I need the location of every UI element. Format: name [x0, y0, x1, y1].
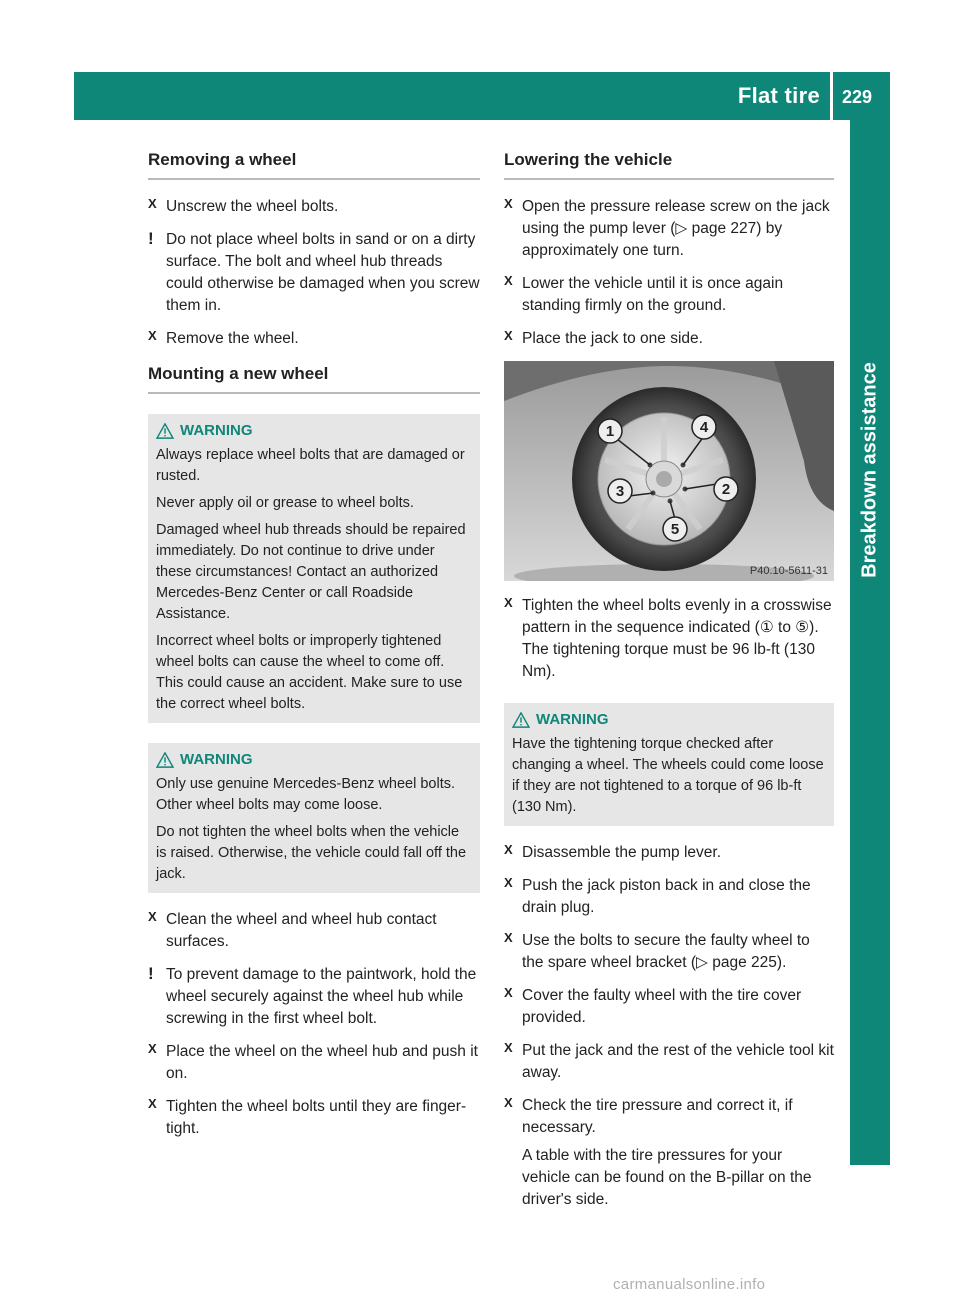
step-item	[504, 595, 834, 683]
step-text: Open the pressure release screw on the jack using the pump lever (▷ page 227) by approximately one turn.	[522, 198, 830, 259]
step-item	[504, 196, 834, 262]
warning-text: Incorrect wheel bolts or improperly tightened wheel bolts can cause the wheel to come off. This could cause an accident. Make sure to use the correct wheel bolts.	[156, 633, 463, 712]
step-text: Place the wheel on the wheel hub and push it on.	[166, 1043, 478, 1082]
step-item	[504, 985, 834, 1029]
step-text: Clean the wheel and wheel hub contact surfaces.	[166, 911, 437, 950]
x-step-icon: X	[148, 1096, 157, 1111]
step-text: Tighten the wheel bolts evenly in a crosswise pattern in the sequence indicated (① to ⑤). The tightening torque must be 96 lb-ft (130 Nm).	[522, 597, 832, 680]
x-step-icon: X	[148, 196, 157, 211]
warning-label: WARNING	[180, 751, 253, 768]
page-number: 229	[842, 87, 873, 107]
x-step-icon: X	[148, 909, 157, 924]
exclamation-icon: !	[148, 229, 154, 248]
wheel-illustration	[504, 361, 834, 581]
bolt-label-5: 5	[670, 521, 680, 538]
step-text: Place the jack to one side.	[522, 330, 703, 347]
bolt-label-3: 3	[615, 483, 625, 500]
step-item	[504, 875, 834, 919]
step-item	[504, 1040, 834, 1084]
warning-text: Have the tightening torque checked after changing a wheel. The wheels could come loose if they are not tightened to a torque of 96 lb-ft (130 Nm).	[512, 736, 824, 815]
warning-text: Always replace wheel bolts that are damaged or rusted.	[156, 447, 465, 484]
step-item	[148, 328, 480, 350]
step-text: Use the bolts to secure the faulty wheel to the spare wheel bracket (▷ page 225).	[522, 932, 810, 971]
warning-text: Only use genuine Mercedes-Benz wheel bolts. Other wheel bolts may come loose.	[156, 776, 456, 813]
x-step-icon: X	[504, 985, 513, 1000]
warning-box	[148, 414, 480, 723]
step-item	[504, 1095, 834, 1211]
step-item	[148, 1041, 480, 1085]
step-item	[148, 909, 480, 953]
footer-watermark-url[interactable]: carmanualsonline.info	[613, 1276, 766, 1293]
figure-caption: P40.10-5611-31	[749, 565, 828, 577]
step-item	[504, 842, 834, 864]
note-text: To prevent damage to the paintwork, hold the wheel securely against the wheel hub while screwing in the first wheel bolt.	[166, 966, 477, 1027]
x-step-icon: X	[504, 595, 513, 610]
section-label: Breakdown assistance	[858, 362, 881, 578]
step-text: Check the tire pressure and correct it, if necessary.	[522, 1097, 793, 1136]
step-text: Unscrew the wheel bolts.	[166, 198, 339, 215]
x-step-icon: X	[504, 1095, 513, 1110]
heading-removing-wheel: Removing a wheel	[148, 150, 480, 180]
warning-label: WARNING	[536, 711, 609, 728]
bolt-label-1: 1	[605, 423, 615, 440]
warning-text: Damaged wheel hub threads should be repaired immediately. Do not continue to drive under these circumstances! Contact an authorized Mercedes-Benz Center or call Roadside Assistance.	[156, 522, 466, 622]
step-item	[504, 930, 834, 974]
step-text: Disassemble the pump lever.	[522, 844, 722, 861]
left-column	[148, 150, 480, 1151]
warning-box	[504, 703, 834, 826]
warning-text: Never apply oil or grease to wheel bolts.	[156, 495, 414, 511]
wheel-bolt-figure	[504, 361, 834, 581]
warning-label: WARNING	[180, 422, 253, 439]
x-step-icon: X	[504, 1040, 513, 1055]
step-text: Tighten the wheel bolts until they are finger-tight.	[166, 1098, 467, 1137]
x-step-icon: X	[504, 328, 513, 343]
step-item	[504, 273, 834, 317]
right-column	[504, 150, 834, 1222]
x-step-icon: X	[148, 1041, 157, 1056]
x-step-icon: X	[504, 196, 513, 211]
step-text: Cover the faulty wheel with the tire cover provided.	[522, 987, 802, 1026]
side-tab-marker	[850, 885, 890, 940]
step-item	[148, 1096, 480, 1140]
x-step-icon: X	[504, 273, 513, 288]
step-item	[148, 196, 480, 218]
heading-lowering-vehicle: Lowering the vehicle	[504, 150, 834, 180]
step-text: Remove the wheel.	[166, 330, 299, 347]
x-step-icon: X	[148, 328, 157, 343]
step-text: Push the jack piston back in and close the drain plug.	[522, 877, 811, 916]
step-subtext: A table with the tire pressures for your vehicle can be found on the B-pillar on the driver's side.	[522, 1147, 812, 1208]
header-separator	[830, 72, 833, 120]
heading-mounting-wheel: Mounting a new wheel	[148, 364, 480, 394]
exclamation-icon: !	[148, 964, 154, 983]
step-text: Lower the vehicle until it is once again standing firmly on the ground.	[522, 275, 784, 314]
note-item	[148, 964, 480, 1030]
warning-triangle-icon	[512, 712, 530, 728]
warning-box	[148, 743, 480, 893]
x-step-icon: X	[504, 842, 513, 857]
x-step-icon: X	[504, 930, 513, 945]
warning-triangle-icon	[156, 423, 174, 439]
note-text: Do not place wheel bolts in sand or on a dirty surface. The bolt and wheel hub threads could otherwise be damaged when you screw them in.	[166, 231, 480, 314]
warning-triangle-icon	[156, 752, 174, 768]
page-title: Flat tire	[737, 83, 820, 108]
note-item	[148, 229, 480, 317]
step-item	[504, 328, 834, 350]
section-side-tab	[850, 120, 890, 1165]
step-text: Put the jack and the rest of the vehicle tool kit away.	[522, 1042, 834, 1081]
bolt-label-4: 4	[699, 419, 709, 436]
warning-text: Do not tighten the wheel bolts when the vehicle is raised. Otherwise, the vehicle could fall off the jack.	[156, 824, 467, 882]
x-step-icon: X	[504, 875, 513, 890]
bolt-label-2: 2	[721, 481, 731, 498]
